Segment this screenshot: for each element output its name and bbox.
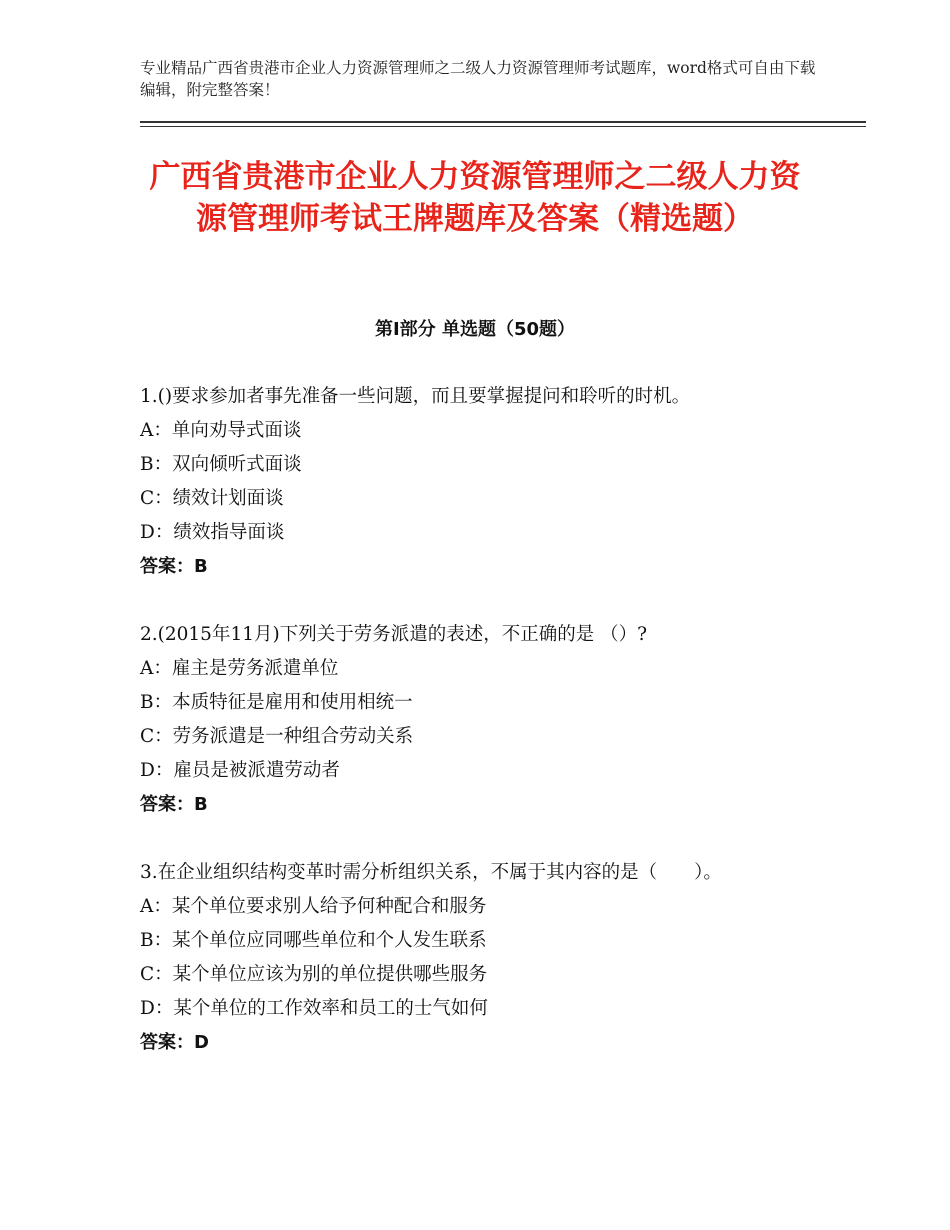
option-a: A：某个单位要求别人给予何种配合和服务 [140, 896, 487, 917]
question-stem: 1.()要求参加者事先准备一些问题，而且要掌握提问和聆听的时机。 [140, 386, 691, 407]
option-b: B：某个单位应同哪些单位和个人发生联系 [140, 930, 487, 951]
question-1 [140, 380, 820, 584]
document-title: 广西省贵港市企业人力资源管理师之二级人力资源管理师考试王牌题库及答案（精选题） [149, 159, 801, 237]
question-stem: 3.在企业组织结构变革时需分析组织关系，不属于其内容的是（ ）。 [140, 862, 722, 883]
header-divider-thick [140, 121, 866, 123]
option-d: D：雇员是被派遣劳动者 [140, 760, 340, 781]
option-a: A：单向劝导式面谈 [140, 420, 302, 441]
question-2 [140, 618, 820, 822]
option-c: C：劳务派遣是一种组合劳动关系 [140, 726, 414, 747]
option-b: B：双向倾听式面谈 [140, 454, 302, 475]
option-d: D：绩效指导面谈 [140, 522, 285, 543]
answer: 答案：B [140, 794, 208, 815]
header-divider-thin [140, 126, 866, 127]
section-heading: 第Ⅰ部分 单选题（50题） [374, 319, 575, 340]
answer: 答案：D [140, 1032, 209, 1053]
option-d: D：某个单位的工作效率和员工的士气如何 [140, 998, 488, 1019]
question-3 [140, 856, 740, 1060]
option-c: C：绩效计划面谈 [140, 488, 284, 509]
header-note: 专业精品广西省贵港市企业人力资源管理师之二级人力资源管理师考试题库，word格式可自由下载编辑，附完整答案！ [140, 59, 816, 99]
option-b: B：本质特征是雇用和使用相统一 [140, 692, 413, 713]
answer: 答案：B [140, 556, 208, 577]
option-a: A：雇主是劳务派遣单位 [140, 658, 339, 679]
option-c: C：某个单位应该为别的单位提供哪些服务 [140, 964, 488, 985]
question-stem: 2.(2015年11月)下列关于劳务派遣的表述，不正确的是 （）? [140, 624, 648, 645]
